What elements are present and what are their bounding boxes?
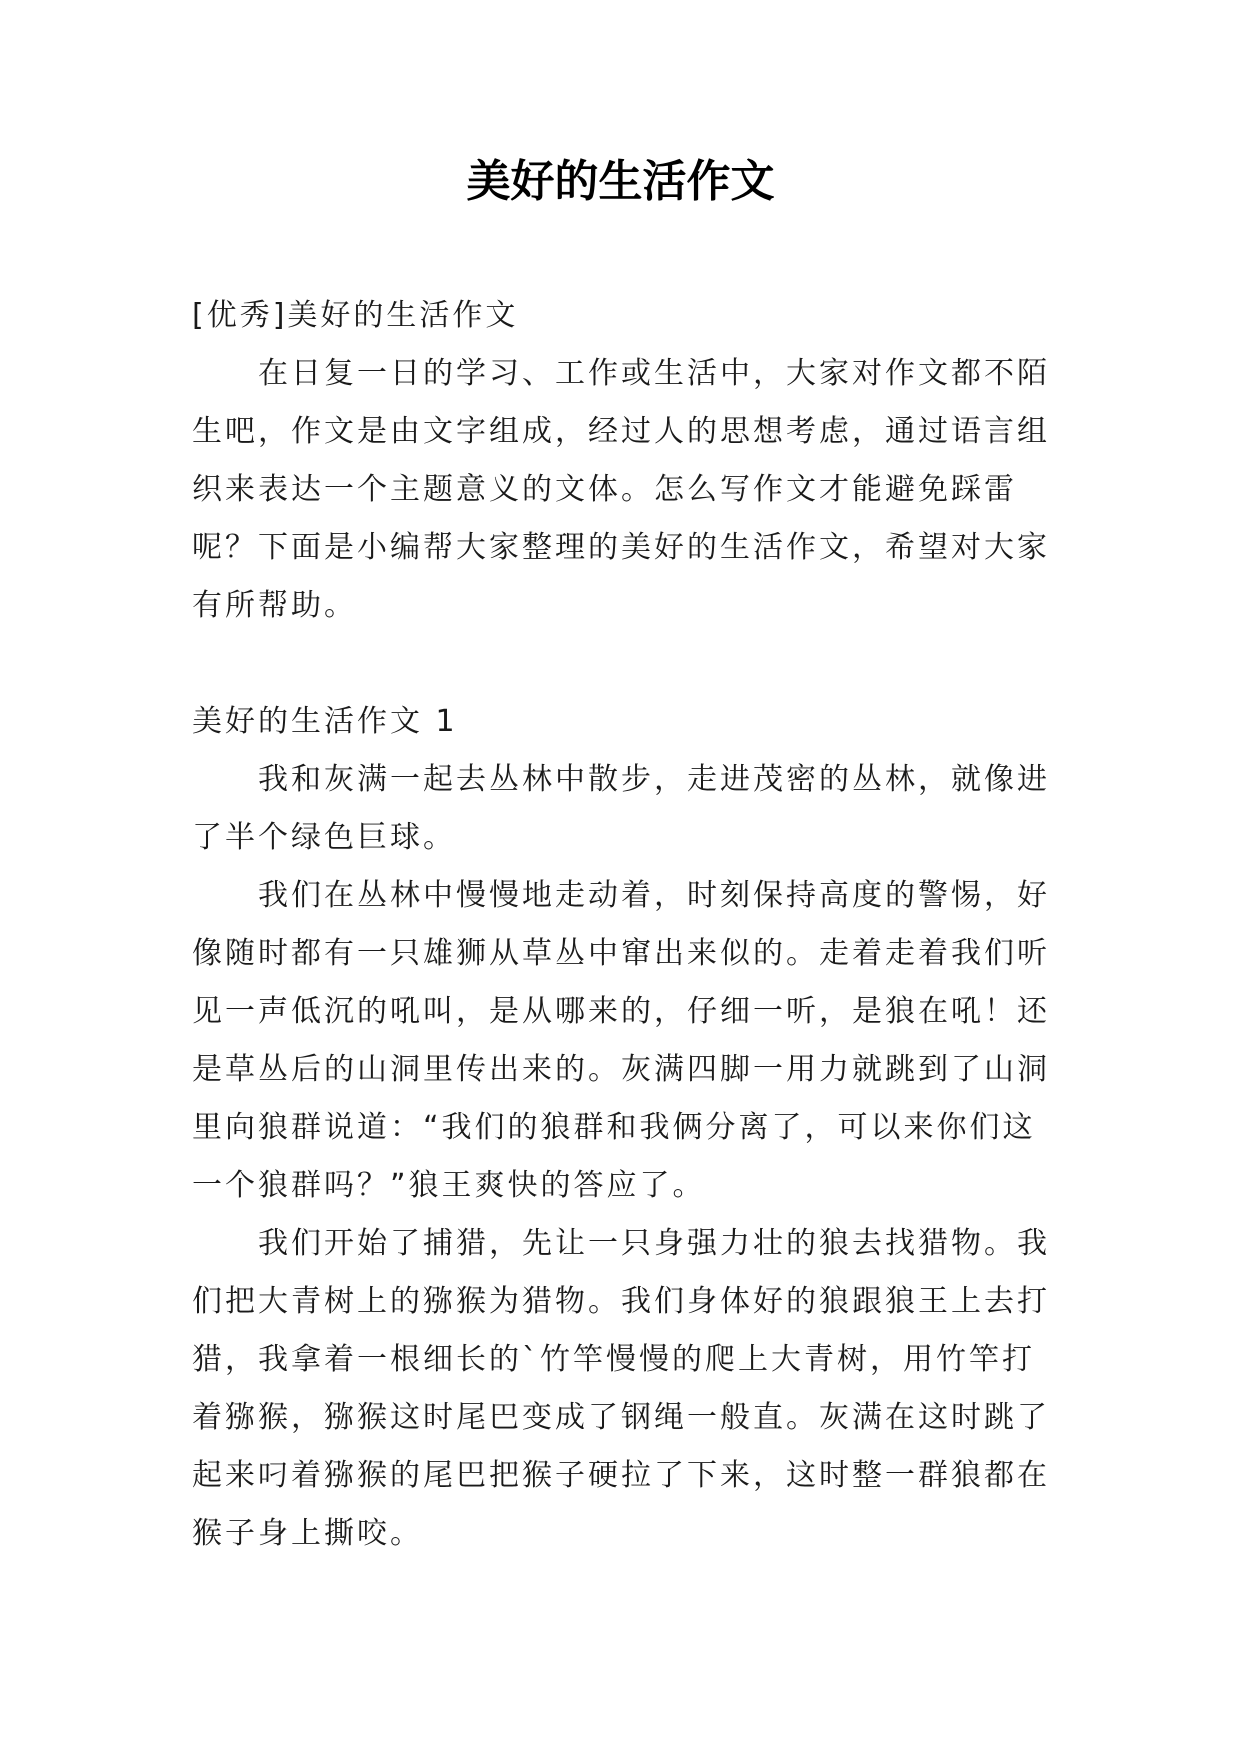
section-heading: 美好的生活作文 1 (192, 704, 458, 739)
document-body (192, 287, 1060, 1563)
section-spacer (192, 635, 1060, 693)
body-paragraph-3: 我们开始了捕猎，先让一只身强力壮的狼去找猎物。我们把大青树上的猕猴为猎物。我们身体好的狼跟狼王上去打猎，我拿着一根细长的`竹竿慢慢的爬上大青树，用竹竿打着猕猴，猕猴这时尾巴变成了钢绳一般直。灰满在这时跳了起来叼着猕猴的尾巴把猴子硬拉了下来，这时整一群狼都在猴子身上撕咬。 (192, 1226, 1050, 1551)
intro-paragraph: 在日复一日的学习、工作或生活中，大家对作文都不陌生吧，作文是由文字组成，经过人的思想考虑，通过语言组织来表达一个主题意义的文体。怎么写作文才能避免踩雷呢？下面是小编帮大家整理的美好的生活作文，希望对大家有所帮助。 (192, 356, 1050, 623)
body-paragraph-2: 我们在丛林中慢慢地走动着，时刻保持高度的警惕，好像随时都有一只雄狮从草丛中窜出来似的。走着走着我们听见一声低沉的吼叫，是从哪来的，仔细一听，是狼在吼！还是草丛后的山洞里传出来的。灰满四脚一用力就跳到了山洞里向狼群说道：“我们的狼群和我俩分离了，可以来你们这一个狼群吗？”狼王爽快的答应了。 (192, 878, 1050, 1203)
document-subtitle: [优秀]美好的生活作文 (192, 298, 519, 333)
body-paragraph-1: 我和灰满一起去丛林中散步，走进茂密的丛林，就像进了半个绿色巨球。 (192, 762, 1050, 855)
document-title: 美好的生活作文 (466, 156, 775, 207)
